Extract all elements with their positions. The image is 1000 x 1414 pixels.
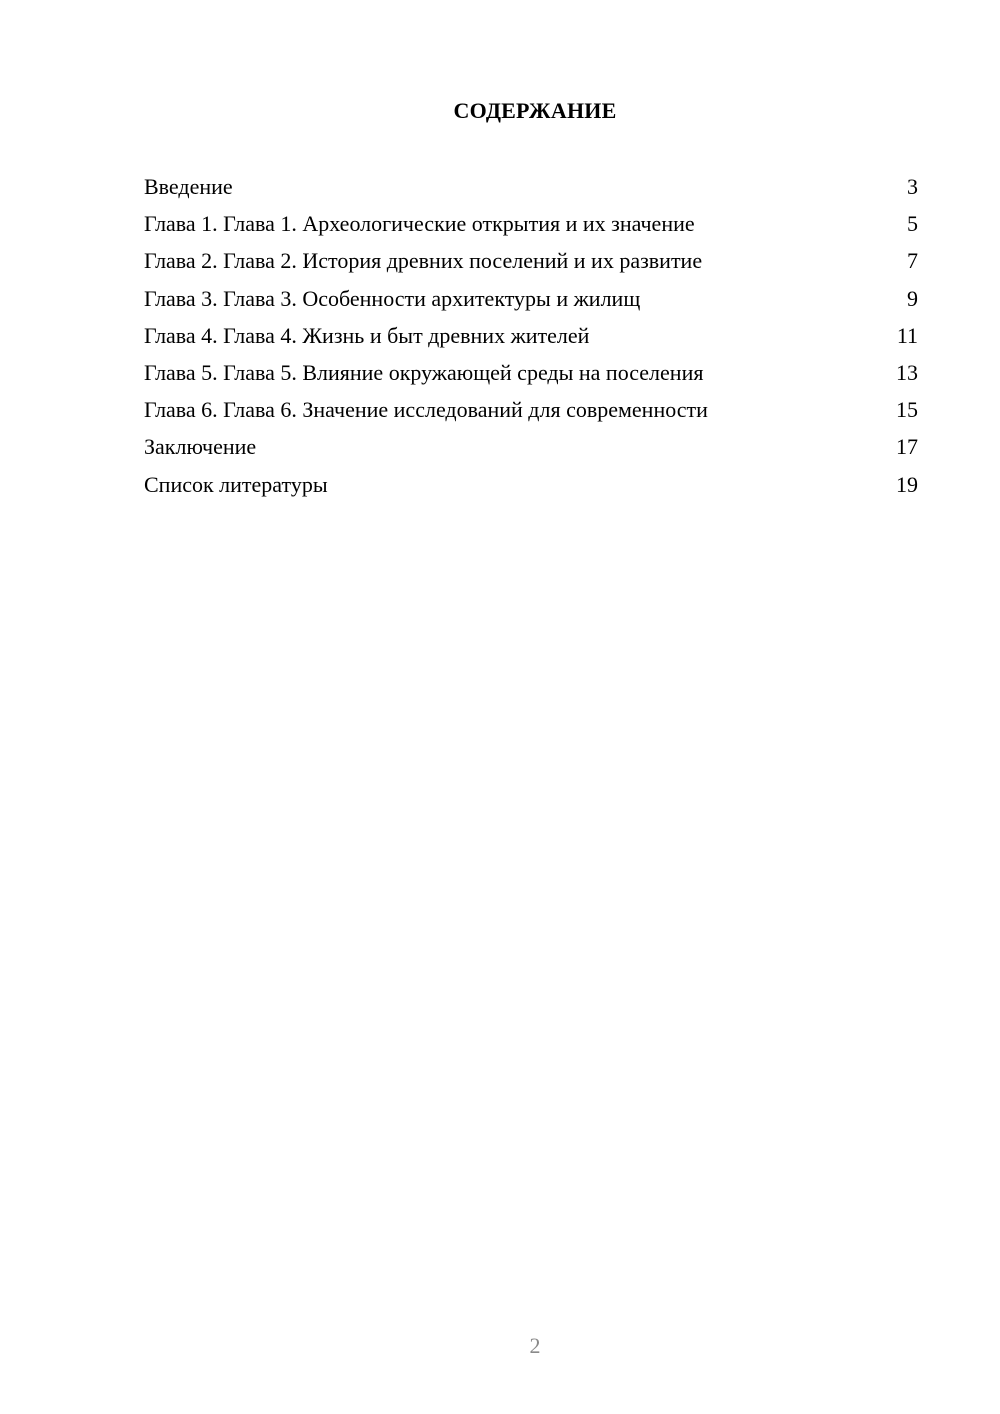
toc-item-text: Заключение — [144, 434, 257, 460]
toc-item-page: 7 — [907, 248, 918, 274]
page-number: 2 — [529, 1333, 541, 1358]
toc-item-text: Глава 6. Глава 6. Значение исследований для современности — [144, 397, 708, 423]
toc-item-page: 15 — [896, 397, 918, 423]
toc-item — [144, 354, 918, 391]
toc-item-text: Глава 5. Глава 5. Влияние окружающей среды на поселения — [144, 359, 704, 385]
toc-item-text: Список литературы — [144, 471, 328, 497]
toc-item-text: Глава 1. Глава 1. Археологические открытия и их значение — [144, 211, 695, 237]
toc-item — [144, 280, 918, 317]
toc-item-page: 5 — [907, 211, 918, 237]
toc-item-text: Глава 2. Глава 2. История древних поселений и их развитие — [144, 248, 703, 274]
toc-item-page: 9 — [907, 285, 918, 311]
toc-item — [144, 205, 918, 242]
toc-item — [144, 317, 918, 354]
toc-item — [144, 466, 918, 503]
page-title: СОДЕРЖАНИЕ — [453, 98, 617, 123]
toc-item — [144, 428, 918, 465]
toc-item-page: 17 — [896, 434, 918, 460]
toc-item-page: 13 — [896, 359, 918, 385]
toc-item-text: Введение — [144, 174, 233, 199]
toc-item-text: Глава 3. Глава 3. Особенности архитектуры и жилищ — [144, 285, 641, 311]
toc-item-page: 19 — [896, 471, 918, 497]
toc-item — [144, 168, 918, 205]
toc-item — [144, 242, 918, 279]
table-of-contents — [144, 168, 918, 503]
toc-item-text: Глава 4. Глава 4. Жизнь и быт древних жителей — [144, 322, 590, 348]
toc-item-page: 11 — [896, 322, 918, 348]
toc-item-page: 3 — [907, 174, 918, 199]
toc-item — [144, 391, 918, 428]
